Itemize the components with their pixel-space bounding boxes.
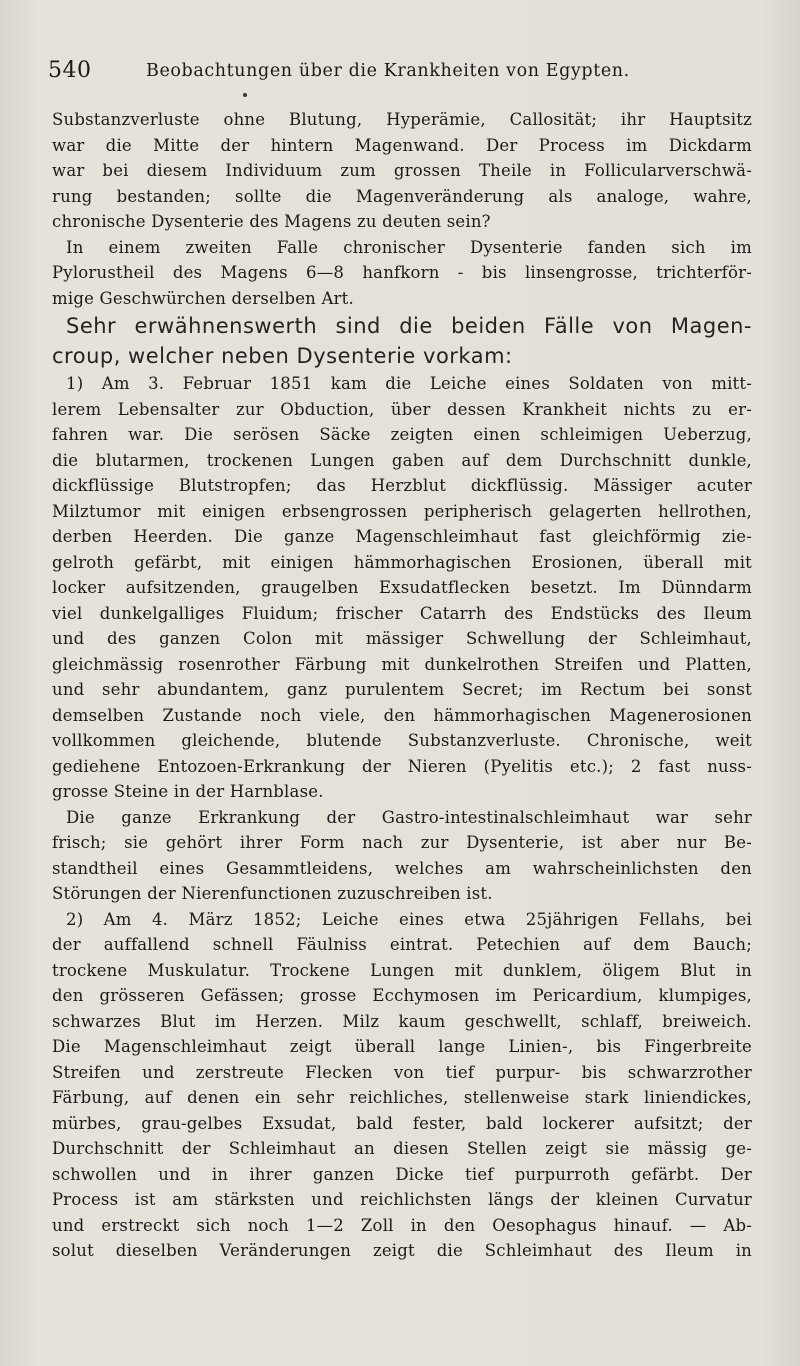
text-line: Streifen und zerstreute Flecken von tief purpur- bis schwarzrother bbox=[52, 1062, 752, 1082]
text-line: solut dieselben Veränderungen zeigt die Schleimhaut des Ileum in bbox=[52, 1241, 752, 1260]
text-line: schwollen und in ihrer ganzen Dicke tief purpurroth gefärbt. Der bbox=[52, 1164, 752, 1184]
page-header bbox=[48, 58, 748, 88]
text-line: Die Magenschleimhaut zeigt überall lange Linien-, bis Fingerbreite bbox=[52, 1037, 752, 1056]
text-line: demselben Zustande noch viele, den hämmorhagischen Magenerosionen bbox=[52, 705, 752, 725]
text-line: Pylorustheil des Magens 6—8 hanfkorn - bis linsengrosse, trichterför- bbox=[52, 263, 752, 282]
text-line: war die Mitte der hintern Magenwand. Der Process im Dickdarm bbox=[52, 135, 752, 155]
text-line: chronische Dysenterie des Magens zu deuten sein? bbox=[52, 212, 491, 231]
text-line: mürbes, grau-gelbes Exsudat, bald fester, bald lockerer aufsitzt; der bbox=[52, 1113, 752, 1133]
text-line: standtheil eines Gesammtleidens, welches am wahrscheinlichsten den bbox=[52, 858, 752, 878]
text-line: vollkommen gleichende, blutende Substanzverluste. Chronische, weit bbox=[52, 731, 752, 750]
text-line: grosse Steine in der Harnblase. bbox=[52, 782, 324, 801]
section-heading-line: croup, welcher neben Dysenterie vorkam: bbox=[52, 344, 513, 368]
text-line: 2) Am 4. März 1852; Leiche eines etwa 25jährigen Fellahs, bei bbox=[66, 909, 752, 929]
text-line: Process ist am stärksten und reichlichsten längs der kleinen Curvatur bbox=[52, 1190, 752, 1209]
text-line: lerem Lebensalter zur Obduction, über dessen Krankheit nichts zu er- bbox=[52, 399, 752, 419]
text-line: und des ganzen Colon mit mässiger Schwellung der Schleimhaut, bbox=[52, 629, 752, 648]
text-line: In einem zweiten Falle chronischer Dysenterie fanden sich im bbox=[66, 237, 752, 257]
text-line: Milztumor mit einigen erbsengrossen peripherisch gelagerten hellrothen, bbox=[52, 501, 752, 521]
text-line: schwarzes Blut im Herzen. Milz kaum geschwellt, schlaff, breiweich. bbox=[52, 1011, 752, 1031]
text-line: war bei diesem Individuum zum grossen Theile in Follicularverschwä- bbox=[52, 161, 752, 180]
text-line: gelroth gefärbt, mit einigen hämmorhagischen Erosionen, überall mit bbox=[52, 552, 752, 572]
text-line: mige Geschwürchen derselben Art. bbox=[52, 288, 354, 308]
text-line: frisch; sie gehört ihrer Form nach zur Dysenterie, ist aber nur Be- bbox=[52, 833, 752, 852]
text-line: Die ganze Erkrankung der Gastro-intestinalschleimhaut war sehr bbox=[66, 807, 752, 827]
text-line: Störungen der Nierenfunctionen zuzuschreiben ist. bbox=[52, 884, 493, 903]
text-line: gediehene Entozoen-Erkrankung der Nieren (Pyelitis etc.); 2 fast nuss- bbox=[52, 756, 752, 776]
text-line: Durchschnitt der Schleimhaut an diesen Stellen zeigt sie mässig ge- bbox=[52, 1139, 752, 1158]
text-line: dickflüssige Blutstropfen; das Herzblut dickflüssig. Mässiger acuter bbox=[52, 476, 752, 495]
text-line: 1) Am 3. Februar 1851 kam die Leiche eines Soldaten von mitt- bbox=[66, 374, 752, 393]
text-line: und erstreckt sich noch 1—2 Zoll in den Oesophagus hinauf. — Ab- bbox=[52, 1215, 752, 1235]
text-line: gleichmässig rosenrother Färbung mit dunkelrothen Streifen und Platten, bbox=[52, 654, 752, 674]
text-line: die blutarmen, trockenen Lungen gaben auf dem Durchschnitt dunkle, bbox=[52, 450, 752, 470]
text-line: fahren war. Die serösen Säcke zeigten einen schleimigen Ueberzug, bbox=[52, 425, 752, 444]
text-line: Substanzverluste ohne Blutung, Hyperämie, Callosität; ihr Hauptsitz bbox=[52, 110, 752, 129]
text-line: den grösseren Gefässen; grosse Ecchymosen im Pericardium, klumpiges, bbox=[52, 986, 752, 1005]
text-line: trockene Muskulatur. Trockene Lungen mit dunklem, öligem Blut in bbox=[52, 960, 752, 980]
text-line: Färbung, auf denen ein sehr reichliches, stellenweise stark liniendickes, bbox=[52, 1088, 752, 1107]
page-number: 540 bbox=[48, 58, 92, 83]
text-line: und sehr abundantem, ganz purulentem Secret; im Rectum bei sonst bbox=[52, 680, 752, 699]
text-line: rung bestanden; sollte die Magenveränderung als analoge, wahre, bbox=[52, 186, 752, 206]
section-heading-line: Sehr erwähnenswerth sind die beiden Fälle von Magen- bbox=[66, 314, 752, 338]
text-line: derben Heerden. Die ganze Magenschleimhaut fast gleichförmig zie- bbox=[52, 527, 752, 546]
text-line: viel dunkelgalliges Fluidum; frischer Catarrh des Endstücks des Ileum bbox=[52, 603, 752, 623]
running-title: Beobachtungen über die Krankheiten von Egypten. bbox=[146, 61, 630, 81]
body-text bbox=[52, 107, 752, 1264]
ink-speck bbox=[243, 93, 247, 97]
text-line: locker aufsitzenden, graugelben Exsudatflecken besetzt. Im Dünndarm bbox=[52, 578, 752, 597]
text-line: der auffallend schnell Fäulniss eintrat. Petechien auf dem Bauch; bbox=[52, 935, 752, 954]
